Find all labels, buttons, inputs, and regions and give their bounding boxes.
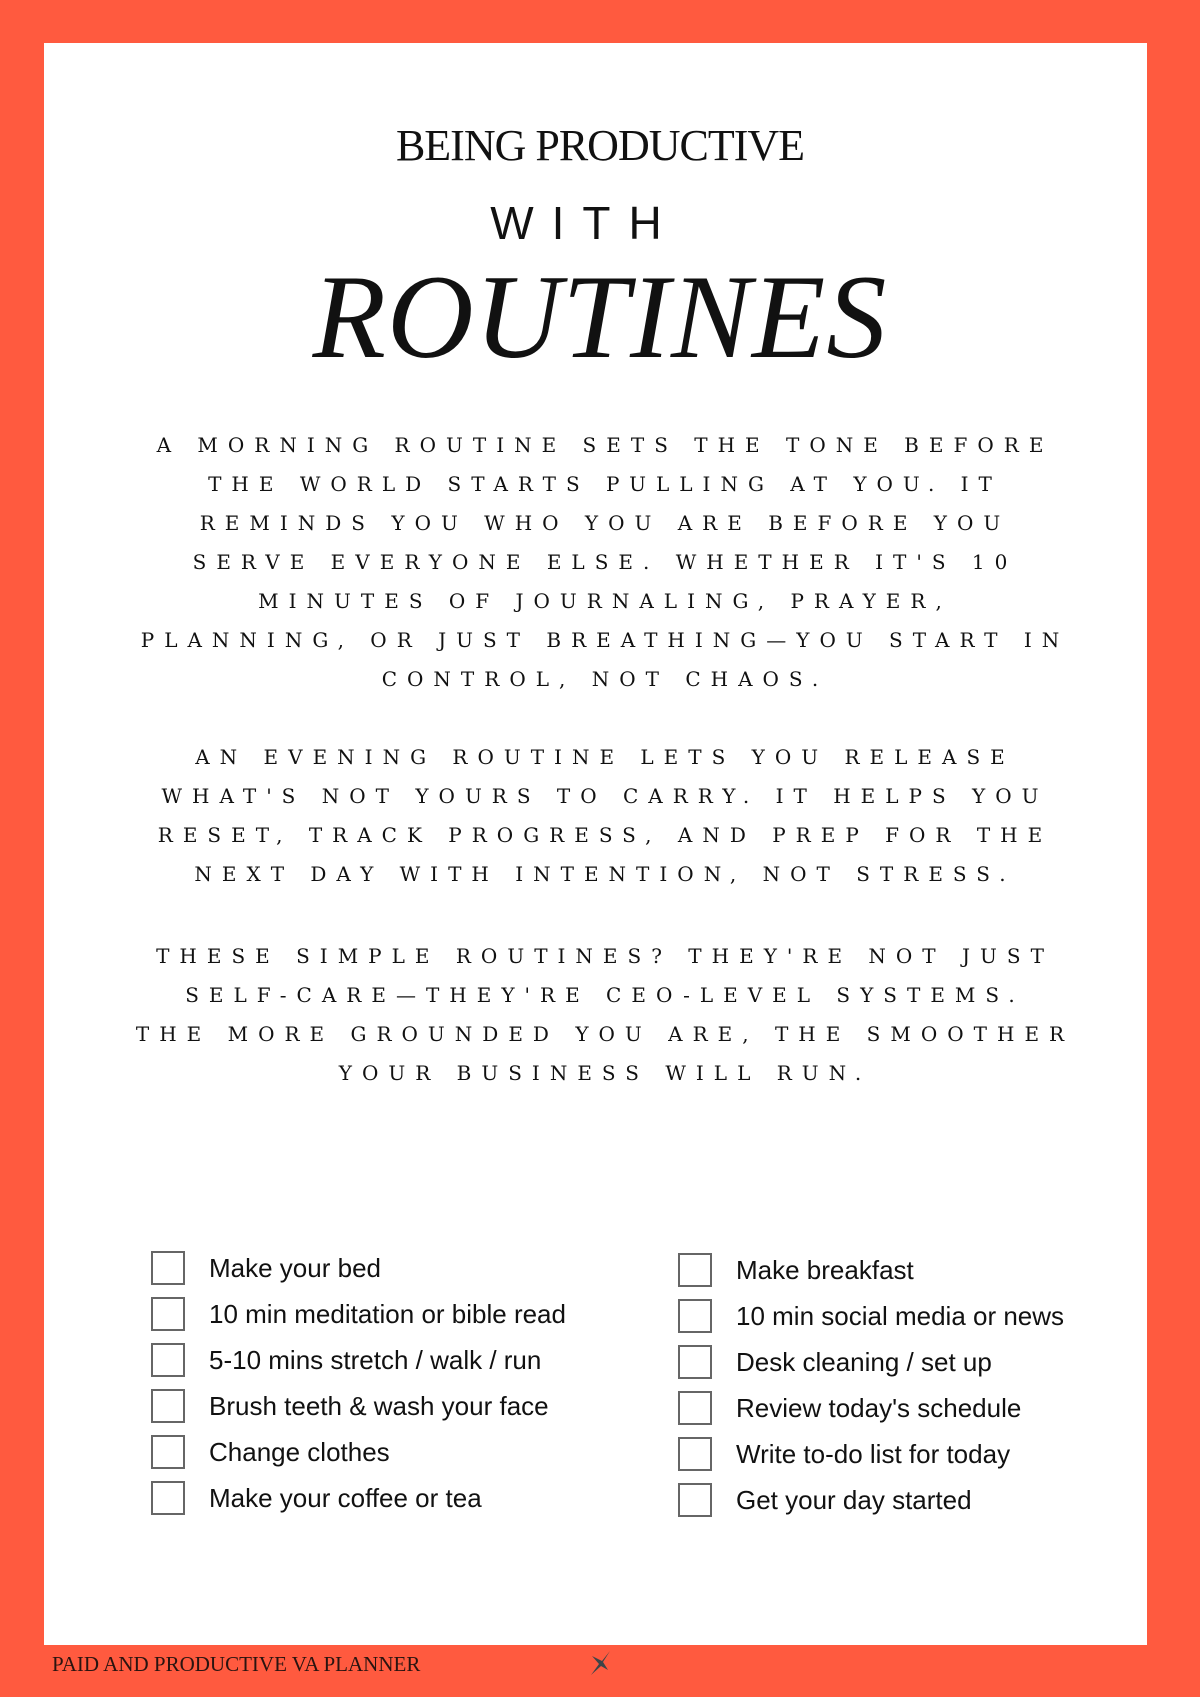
checkbox[interactable]	[678, 1253, 712, 1287]
checkbox[interactable]	[151, 1343, 185, 1377]
paragraph-line: SERVE EVERYONE ELSE. WHETHER IT'S 10	[192, 550, 1018, 574]
paragraph-line: CONTROL, NOT CHAOS.	[381, 667, 829, 691]
title-line-2: WITH	[490, 197, 680, 249]
paragraph-line: REMINDS YOU WHO YOU ARE BEFORE YOU	[199, 511, 1011, 535]
paragraph-line: YOUR BUSINESS WILL RUN.	[338, 1061, 872, 1085]
checkbox[interactable]	[151, 1481, 185, 1515]
checkbox[interactable]	[678, 1299, 712, 1333]
footer-label: PAID AND PRODUCTIVE VA PLANNER	[52, 1652, 421, 1676]
paragraph-line: RESET, TRACK PROGRESS, AND PREP FOR THE	[157, 823, 1053, 847]
paragraph-line: SELF-CARE—THEY'RE CEO-LEVEL SYSTEMS.	[185, 983, 1025, 1007]
checklist-item[interactable]	[151, 1245, 566, 1291]
checklist-label: Brush teeth & wash your face	[209, 1390, 549, 1421]
checklist-item[interactable]	[151, 1291, 566, 1337]
checklist-item[interactable]	[678, 1477, 1064, 1523]
checkbox[interactable]	[151, 1435, 185, 1469]
checkbox[interactable]	[151, 1389, 185, 1423]
checklist-label: Review today's schedule	[736, 1392, 1022, 1423]
title-line-3: ROUTINES	[312, 250, 888, 383]
checklist-item[interactable]	[678, 1431, 1064, 1477]
paragraph-line: MINUTES OF JOURNALING, PRAYER,	[258, 589, 952, 613]
checklist-right	[678, 1247, 1064, 1523]
paragraph-line: THESE SIMPLE ROUTINES? THEY'RE NOT JUST	[156, 944, 1054, 968]
checklist-item[interactable]	[151, 1475, 566, 1521]
checklist-left	[151, 1245, 566, 1521]
paragraph-evening	[0, 738, 1200, 894]
checklist-item[interactable]	[678, 1293, 1064, 1339]
paragraph-line: THE WORLD STARTS PULLING AT YOU. IT	[208, 472, 1002, 496]
paragraph-line: WHAT'S NOT YOURS TO CARRY. IT HELPS YOU	[161, 784, 1049, 808]
paragraph-line: A MORNING ROUTINE SETS THE TONE BEFORE	[156, 433, 1054, 457]
checkbox[interactable]	[678, 1345, 712, 1379]
checkbox[interactable]	[678, 1437, 712, 1471]
checklist-label: Write to-do list for today	[736, 1438, 1011, 1469]
paragraph-line: AN EVENING ROUTINE LETS YOU RELEASE	[195, 745, 1015, 769]
checklist-label: 5-10 mins stretch / walk / run	[209, 1344, 542, 1375]
checklist-label: 10 min social media or news	[736, 1300, 1065, 1331]
sparkle-star-icon	[588, 1650, 612, 1676]
checklist-item[interactable]	[678, 1385, 1064, 1431]
paragraph-morning	[0, 426, 1200, 699]
checklist-item[interactable]	[151, 1383, 566, 1429]
paragraph-line: THE MORE GROUNDED YOU ARE, THE SMOOTHER	[135, 1022, 1075, 1046]
checkbox[interactable]	[678, 1483, 712, 1517]
checklist-label: Change clothes	[209, 1436, 390, 1467]
checklist-label: Desk cleaning / set up	[736, 1346, 992, 1377]
checkbox[interactable]	[151, 1297, 185, 1331]
title-line-1: BEING PRODUCTIVE	[395, 121, 805, 170]
checklist-item[interactable]	[151, 1337, 566, 1383]
checklist-label: Make your bed	[209, 1252, 381, 1283]
checklist-item[interactable]	[678, 1339, 1064, 1385]
checklist-label: Make breakfast	[736, 1254, 914, 1285]
checklist-label: Make your coffee or tea	[209, 1482, 482, 1513]
checkbox[interactable]	[678, 1391, 712, 1425]
checklist-item[interactable]	[678, 1247, 1064, 1293]
checkbox[interactable]	[151, 1251, 185, 1285]
paragraph-summary	[0, 937, 1200, 1093]
paragraph-line: PLANNING, OR JUST BREATHING—YOU START IN	[140, 628, 1070, 652]
paragraph-line: NEXT DAY WITH INTENTION, NOT STRESS.	[194, 862, 1016, 886]
checklist-label: 10 min meditation or bible read	[209, 1298, 566, 1329]
checklist-label: Get your day started	[736, 1484, 972, 1515]
checklist-item[interactable]	[151, 1429, 566, 1475]
